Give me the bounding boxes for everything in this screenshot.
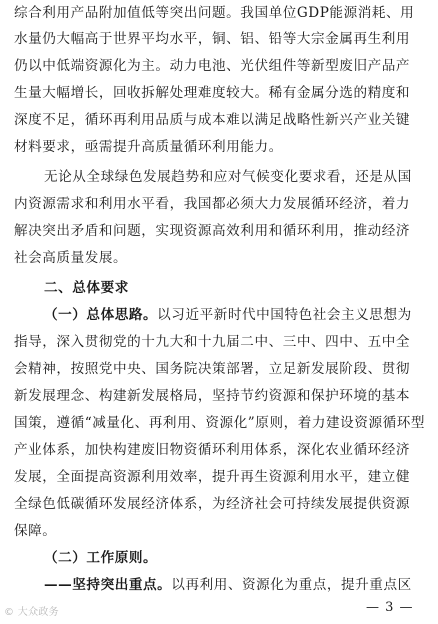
overall-idea-line: 保障。	[14, 523, 57, 539]
overall-idea-line: 新发展理念、构建新发展格局，坚持节约资源和保护环境的基本	[14, 388, 411, 404]
watermark: © 大众政务	[4, 607, 59, 618]
paragraph-2-line: 解决突出矛盾和问题，实现资源高效利用和循环利用，推动经济	[14, 223, 411, 239]
principle-1-text: 以再利用、资源化为重点，提升重点区	[171, 577, 412, 593]
overall-idea-label: （一）总体思路。	[44, 307, 158, 323]
overall-idea-line: 国策，遵循“减量化、再利用、资源化”原则，着力建设资源循环型	[14, 415, 426, 431]
principle-1-label: ——坚持突出重点。	[44, 577, 172, 593]
overall-idea-line: 产业体系，加快构建废旧物资循环利用体系，深化农业循环经济	[14, 442, 411, 458]
overall-idea-line: 指导，深入贯彻党的十九大和十九届二中、三中、四中、五中全	[14, 334, 411, 350]
paragraph-2-line: 社会高质量发展。	[14, 250, 128, 266]
page-number: — 3 —	[366, 600, 414, 615]
paragraph-1-line: 生量大幅增长，回收拆解处理难度较大。稀有金属分选的精度和	[14, 85, 411, 101]
paragraph-1-line: 深度不足，循环再利用品质与成本难以满足战略性新兴产业关键	[14, 112, 411, 128]
overall-idea-first-line-text: 以习近平新时代中国特色社会主义思想为	[157, 307, 412, 323]
principle-1-line	[44, 576, 428, 594]
section-heading: 二、总体要求	[44, 280, 129, 296]
overall-idea-line: 全绿色低碳循环发展经济体系，为经济社会可持续发展提供资源	[14, 496, 411, 512]
paragraph-2-line: 无论从全球绿色发展趋势和应对气候变化要求看，还是从国	[44, 169, 412, 185]
paragraph-2-line: 内资源需求和利用水平看，我国都必须大力发展循环经济，着力	[14, 196, 411, 212]
overall-idea-line: 发展，全面提高资源利用效率，提升再生资源利用水平，建立健	[14, 469, 411, 485]
paragraph-1-line: 综合利用产品附加值低等突出问题。我国单位GDP能源消耗、用	[14, 5, 415, 21]
paragraph-1-line: 水量仍大幅高于世界平均水平，铜、铝、铅等大宗金属再生利用	[14, 31, 411, 47]
working-principles-heading: （二）工作原则。	[44, 550, 158, 566]
paragraph-1-line: 仍以中低端资源化为主。动力电池、光伏组件等新型废旧产品产	[14, 58, 411, 74]
paragraph-1-line: 材料要求，亟需提升高质量循环利用能力。	[14, 139, 283, 155]
overall-idea-first-line	[44, 306, 428, 324]
overall-idea-line: 会精神，按照党中央、国务院决策部署，立足新发展阶段、贯彻	[14, 361, 411, 377]
